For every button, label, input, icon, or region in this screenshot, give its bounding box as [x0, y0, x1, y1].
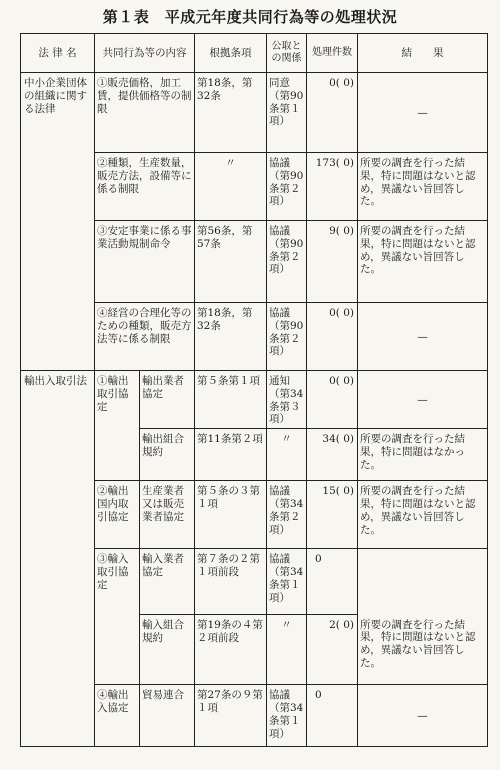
content-cell: ④経営の合理化等のための種類，販売方法等に係る制限 — [95, 303, 195, 371]
result-cell — [358, 549, 488, 615]
table-row — [21, 73, 488, 153]
relation-cell: 協議（第90条第２項） — [267, 221, 307, 303]
result-cell: — — [358, 303, 488, 371]
header-law: 法 律 名 — [21, 34, 95, 73]
basis-cell: 第５条第１項 — [195, 371, 267, 429]
content-cell: ②種類，生産数量，販売方法，設備等に係る制限 — [95, 153, 195, 221]
relation-cell: 同意（第90条第１項） — [267, 73, 307, 153]
result-cell: — — [358, 685, 488, 747]
content-cell: 生産業者又は販売業者協定 — [140, 481, 195, 549]
processing-status-table — [20, 33, 488, 747]
count-cell: 0( 0) — [307, 371, 358, 429]
basis-cell: 第11条第２項 — [195, 429, 267, 481]
content-cell: 貿易連合 — [140, 685, 195, 747]
relation-cell: 協議（第34条第１項） — [267, 685, 307, 747]
header-content: 共同行為等の内容 — [95, 34, 195, 73]
count-cell: 15( 0) — [307, 481, 358, 549]
count-cell: 173( 0) — [307, 153, 358, 221]
result-cell: — — [358, 73, 488, 153]
relation-cell: 〃 — [267, 429, 307, 481]
basis-cell: 〃 — [195, 153, 267, 221]
basis-cell: 第18条，第32条 — [195, 73, 267, 153]
group-cell: ③輸入取引協定 — [95, 549, 140, 685]
law-name-cell: 中小企業団体の組織に関する法律 — [21, 73, 95, 371]
count-cell: 34( 0) — [307, 429, 358, 481]
content-cell: ①販売価格，加工賃，提供価格等の制限 — [95, 73, 195, 153]
group-cell: ①輸出取引協定 — [95, 371, 140, 481]
result-cell: 所要の調査を行った結果，特に問題はないと認め，異議ない旨回答した。 — [358, 615, 488, 685]
content-cell: 輸入業者協定 — [140, 549, 195, 615]
header-relation: 公取との関係 — [267, 34, 307, 73]
table-row — [21, 371, 488, 429]
result-cell: 所要の調査を行った結果，特に問題はなかった。 — [358, 429, 488, 481]
relation-cell: 協議（第90条第２項） — [267, 153, 307, 221]
page-title: 第１表 平成元年度共同行為等の処理状況 — [102, 8, 398, 26]
header-count: 処理件数 — [307, 34, 358, 73]
count-cell: 0 — [307, 685, 358, 747]
content-cell: 輸入組合規約 — [140, 615, 195, 685]
content-cell: ③安定事業に係る事業活動規制命令 — [95, 221, 195, 303]
header-basis: 根拠条項 — [195, 34, 267, 73]
basis-cell: 第５条の３第１項 — [195, 481, 267, 549]
group-cell: ④輸出入協定 — [95, 685, 140, 747]
count-cell: 0( 0) — [307, 303, 358, 371]
header-result: 結 果 — [358, 34, 488, 73]
basis-cell: 第56条，第57条 — [195, 221, 267, 303]
relation-cell: 〃 — [267, 615, 307, 685]
basis-cell: 第27条の９第１項 — [195, 685, 267, 747]
basis-cell: 第18条，第32条 — [195, 303, 267, 371]
content-cell: 輸出組合規約 — [140, 429, 195, 481]
group-cell: ②輸出国内取引協定 — [95, 481, 140, 549]
result-cell: — — [358, 371, 488, 429]
content-cell: 輸出業者協定 — [140, 371, 195, 429]
basis-cell: 第19条の４第２項前段 — [195, 615, 267, 685]
basis-cell: 第７条の２第１項前段 — [195, 549, 267, 615]
count-cell: 2( 0) — [307, 615, 358, 685]
relation-cell: 通知（第34条第３項） — [267, 371, 307, 429]
result-cell: 所要の調査を行った結果，特に問題はないと認め，異議ない旨回答した。 — [358, 221, 488, 303]
count-cell: 0 — [307, 549, 358, 615]
count-cell: 9( 0) — [307, 221, 358, 303]
relation-cell: 協議（第34条第２項） — [267, 481, 307, 549]
relation-cell: 協議（第34条第１項） — [267, 549, 307, 615]
result-cell: 所要の調査を行った結果，特に問題はないと認め，異議ない旨回答した。 — [358, 481, 488, 549]
count-cell: 0( 0) — [307, 73, 358, 153]
result-cell: 所要の調査を行った結果，特に問題はないと認め，異議ない旨回答した。 — [358, 153, 488, 221]
header-row — [21, 34, 488, 73]
law-name-cell: 輸出入取引法 — [21, 371, 95, 747]
relation-cell: 協議（第90条第２項） — [267, 303, 307, 371]
